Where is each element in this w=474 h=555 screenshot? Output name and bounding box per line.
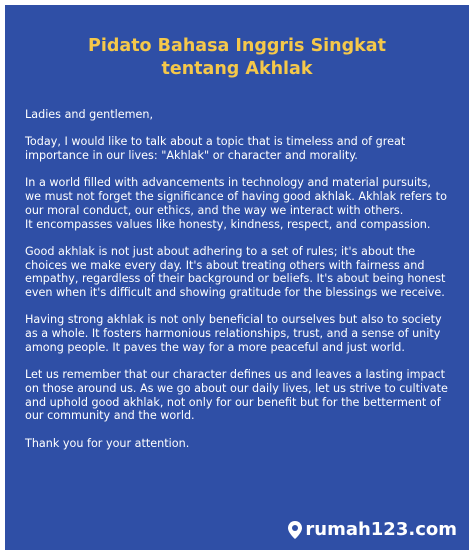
paragraph-line: we must not forget the significance of having good akhlak. Akhlak refers to xyxy=(25,190,447,204)
speech-card xyxy=(5,5,469,550)
title-line-1: Pidato Bahasa Inggris Singkat xyxy=(88,36,386,56)
speech-paragraph xyxy=(25,368,455,423)
paragraph-line: Ladies and gentlemen, xyxy=(25,108,154,121)
paragraph-line: even when it's difficult and showing gratitude for the blessings we receive. xyxy=(25,286,445,300)
paragraph-line: In a world filled with advancements in technology and material pursuits, xyxy=(25,176,431,190)
speech-paragraph xyxy=(25,245,455,300)
paragraph-line: importance in our lives: "Akhlak" or character and morality. xyxy=(25,149,358,163)
paragraph-line: Today, I would like to talk about a topic that is timeless and of great xyxy=(25,135,406,149)
paragraph-line: empathy, regardless of their background or beliefs. It's about being honest xyxy=(25,272,446,286)
paragraph-line: among people. It paves the way for a more peaceful and just world. xyxy=(25,340,405,354)
speech-paragraph xyxy=(25,108,455,122)
paragraph-line: on those around us. As we go about our daily lives, let us strive to cultivate xyxy=(25,381,448,395)
title-line-2: tentang Akhlak xyxy=(161,59,313,79)
page-title xyxy=(5,35,469,81)
speech-paragraph xyxy=(25,437,455,451)
paragraph-line: Let us remember that our character defines us and leaves a lasting impact xyxy=(25,368,446,382)
paragraph-line: our community and the world. xyxy=(25,409,195,423)
brand-logo xyxy=(288,519,457,540)
speech-paragraph xyxy=(25,313,455,354)
paragraph-line: Thank you for your attention. xyxy=(25,436,190,450)
location-pin-icon xyxy=(288,521,302,539)
paragraph-line: choices we make every day. It's about treating others with fairness and xyxy=(25,258,425,272)
brand-logo-text: rumah123.com xyxy=(305,519,457,540)
paragraph-line: our moral conduct, our ethics, and the way we interact with others. xyxy=(25,203,404,217)
paragraph-line: Good akhlak is not just about adhering to a set of rules; it's about the xyxy=(25,244,416,258)
speech-paragraph xyxy=(25,135,455,162)
paragraph-line: Having strong akhlak is not only beneficial to ourselves but also to society xyxy=(25,313,442,327)
paragraph-line: as a whole. It fosters harmonious relationships, trust, and a sense of unity xyxy=(25,327,441,341)
speech-paragraph xyxy=(25,176,455,231)
paragraph-line: and uphold good akhlak, not only for our benefit but for the betterment of xyxy=(25,395,441,409)
speech-body xyxy=(25,108,455,464)
paragraph-line: It encompasses values like honesty, kindness, respect, and compassion. xyxy=(25,217,431,231)
